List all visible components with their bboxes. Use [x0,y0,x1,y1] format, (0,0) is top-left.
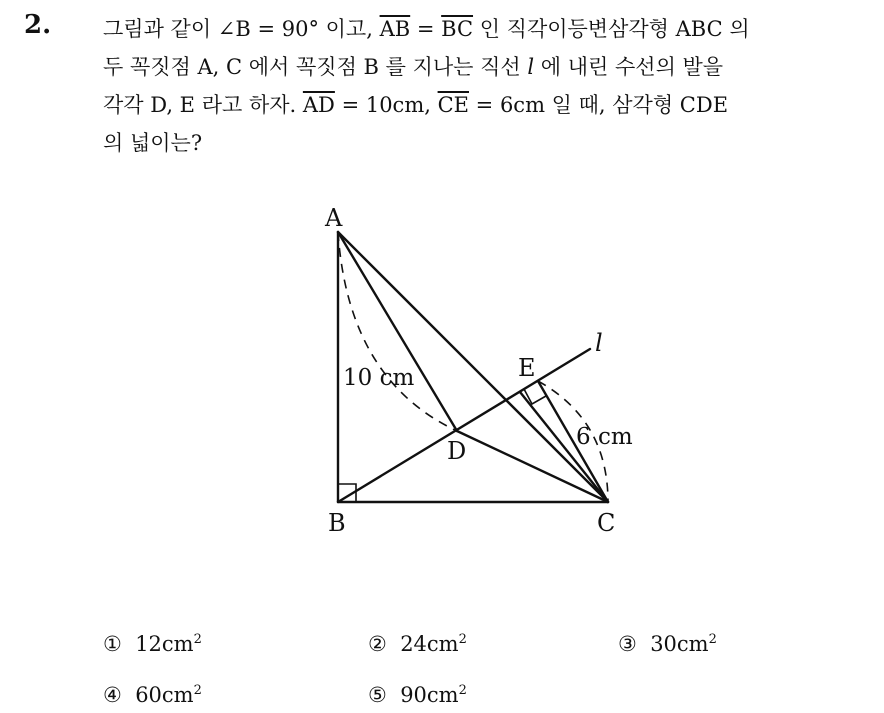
segment-ad: $\overline{AD}$ [302,93,335,117]
label-ad-length: 10 cm [343,365,415,391]
question-number: 2. [24,10,52,40]
segment-ce: $\overline{CE}$ [437,93,469,117]
segment-ab: $\overline{AB}$ [379,17,411,41]
label-e: E [518,354,536,382]
question-line-1: 그림과 같이 ∠B = 90° 이고, $\overline{AB} = \overline{BC}$ 인 직각이등변삼각형 ABC 의 [103,17,750,41]
question-line-4: 의 넓이는? [103,131,203,155]
line-l: l [527,55,535,79]
question-line-3: 각각 D, E 라고 하자. $\overline{AD} = 10cm$, $\overline{CE} = 6cm$ 일 때, 삼각형 CDE [103,93,729,117]
label-c: C [597,509,616,537]
label-a: A [325,204,343,232]
label-l: l [595,329,603,357]
label-b: B [328,509,346,537]
question-line-2: 두 꼭짓점 A, C 에서 꼭짓점 B 를 지나는 직선 l 에 내린 수선의 발을 [103,55,724,79]
choice-1[interactable]: ① $12cm^2$ [103,632,202,656]
segment-bc: $\overline{BC}$ [441,17,474,41]
label-ce-length: 6 cm [576,424,633,450]
choice-2[interactable]: ② $24cm^2$ [368,632,467,656]
label-d: D [447,437,467,465]
choice-4[interactable]: ④ $60cm^2$ [103,683,202,707]
choice-5[interactable]: ⑤ $90cm^2$ [368,683,467,707]
choice-3[interactable]: ③ $30cm^2$ [618,632,717,656]
